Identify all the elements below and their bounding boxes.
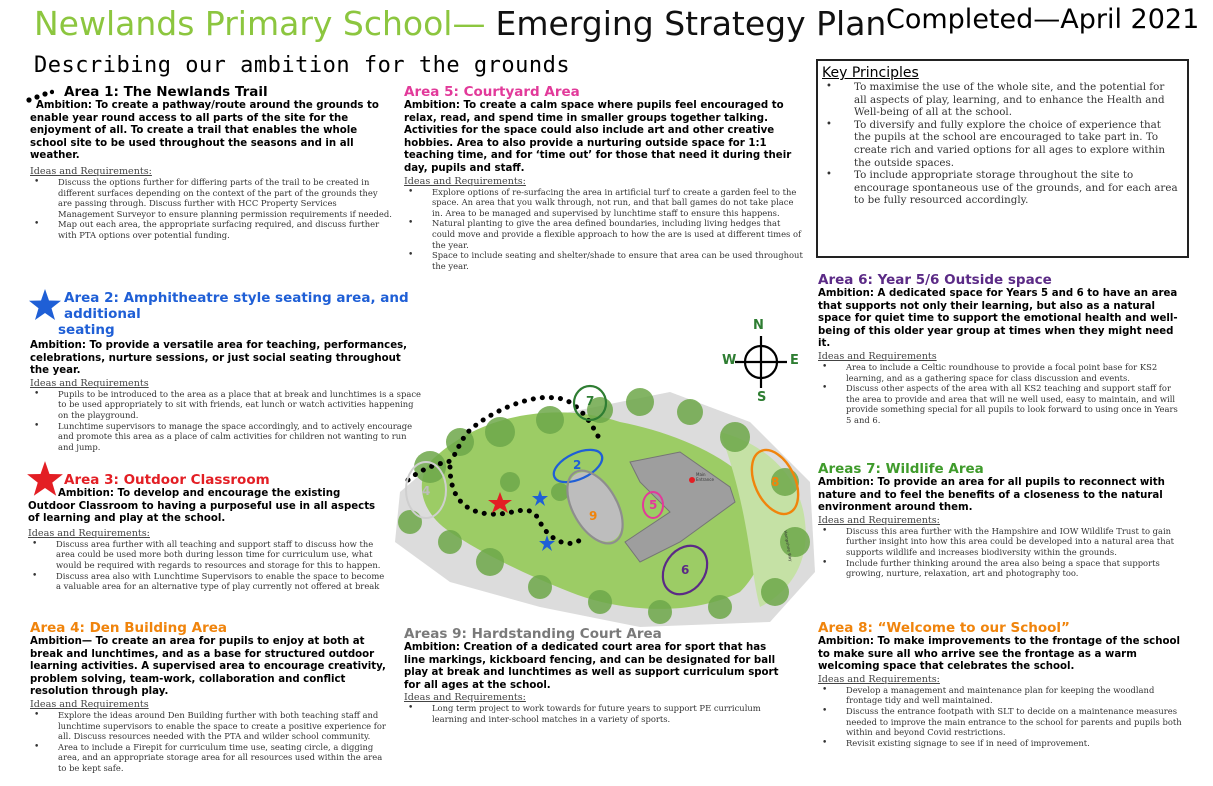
list-item: • Discuss area also with Lunchtime Supervisors to enable the space to become a valuable area for an alternative type of play currently not offered at break xyxy=(56,571,388,592)
area-6-ideas-label: Ideas and Requirements xyxy=(818,350,937,362)
area-2-heading-line2: seating xyxy=(58,322,115,338)
area-2-ideas-label: Ideas and Requirements xyxy=(30,377,149,389)
key-principles-box xyxy=(816,59,1189,258)
map-building-label: Main Entrance xyxy=(696,472,714,482)
area-1-heading: Area 1: The Newlands Trail xyxy=(64,84,268,100)
area-9-ambition: Ambition: Creation of a dedicated court area for sport that has line markings, kickboard fencing, and can be designated for ball play at break and lunchtimes as well as support curriculum sport for all ages at the school. xyxy=(404,642,779,691)
list-item: • Include further thinking around the area also being a space that supports growing, nurture, relaxation, art and photography too. xyxy=(846,558,1184,579)
key-principles-list xyxy=(822,81,1179,207)
area-7-ideas-label: Ideas and Requirements: xyxy=(818,514,940,526)
list-item: • Long term project to work towards for future years to support PE curriculum learning and inter-school matches in a variety of sports. xyxy=(432,703,784,724)
area-4-ideas-label: Ideas and Requirements xyxy=(30,698,149,710)
map-label-5: 5 xyxy=(649,498,658,512)
area-9-section xyxy=(404,626,784,725)
area-6-section xyxy=(818,272,1184,426)
list-item: • To maximise the use of the whole site, and the potential for all aspects of play, learning, and to enhance the Health and Well-being of all at the school. xyxy=(854,81,1179,119)
area-9-list xyxy=(404,703,784,724)
area-1-section xyxy=(30,84,392,241)
map-label-4: 4 xyxy=(422,484,431,498)
area-3-ambition: Ambition: To develop and encourage the existing Outdoor Classroom to having a purposeful use in all aspects of learning and play at the school. xyxy=(28,488,376,525)
area-8-section xyxy=(818,620,1184,748)
area-5-list xyxy=(404,187,806,272)
key-principles-title: Key Principles xyxy=(822,65,919,81)
list-item: • To include appropriate storage throughout the site to encourage spontaneous use of the grounds, and for each area to be fully resourced accordingly. xyxy=(854,169,1179,207)
list-item: • Area to include a Celtic roundhouse to provide a focal point base for KS2 learning, and as a gathering space for class discussion and events. xyxy=(846,362,1184,383)
list-item: • Discuss the options further for differing parts of the trail to be created in different surfaces depending on the context of the part of the grounds they are passing through. Discuss further with HCC Property Services Management Surveyor to ensure planning permission requirements if needed. xyxy=(58,177,392,219)
list-item: • Explore the ideas around Den Building further with both teaching staff and lunchtime supervisors to enable the space to create a positive experience for all. Discuss resources needed with the PTA and wilder school community. xyxy=(58,710,392,742)
compass-north-label: N xyxy=(753,318,764,333)
area-9-heading: Areas 9: Hardstanding Court Area xyxy=(404,626,662,642)
list-item: • Discuss area further with all teaching and support staff to discuss how the area could be used more both during lesson time for curriculum use, what would be required with regards to resources and storage for this to happen. xyxy=(56,539,388,571)
area-1-ambition: Ambition: To create a pathway/route around the grounds to enable year round access to all parts of the site for the enjoyment of all. To create a trail that enables the whole school site to be used throughout the seasons and in all weather. xyxy=(30,100,379,162)
area-2-heading xyxy=(30,290,422,338)
area-5-ideas-label: Ideas and Requirements: xyxy=(404,175,526,187)
trail-dots-icon xyxy=(26,88,54,100)
map-label-7: 7 xyxy=(586,394,595,408)
area-4-ambition: Ambition— To create an area for pupils to enjoy at both at break and lunchtimes, and as a base for structured outdoor learning activities. A supervised area to encourage creativity, problem solving, team-work, collaboration and conflict resolution through play. xyxy=(30,636,386,698)
map-label-2: 2 xyxy=(573,458,582,472)
area-7-heading: Areas 7: Wildlife Area xyxy=(818,461,984,477)
list-item: • Map out each area, the appropriate surfacing required, and discuss further with PTA options over potential funding. xyxy=(58,219,392,240)
map-label-9: 9 xyxy=(589,509,598,523)
list-item: • Lunchtime supervisors to manage the space accordingly, and to actively encourage and promote this area as a place of calm activities for children not wanting to run and jump. xyxy=(58,421,422,453)
school-name: Newlands Primary School— xyxy=(34,4,486,43)
compass-south-label: S xyxy=(757,390,767,405)
area-3-list xyxy=(28,539,388,592)
area-5-heading: Area 5: Courtyard Area xyxy=(404,84,580,100)
area-8-heading: Area 8: “Welcome to our School” xyxy=(818,620,1070,636)
list-item: • Pupils to be introduced to the area as a place that at break and lunchtimes is a space to be used appropriately to sit with friends, eat lunch or watch activities happening on the playground. xyxy=(58,389,422,421)
area-3-ideas-label: Ideas and Requirements: xyxy=(28,527,150,539)
list-item: • Discuss this area further with the Hampshire and IOW Wildlife Trust to gain further insight into how this area could be developed into a natural area that supports wildlife and increases biodiversity within the grounds. xyxy=(846,526,1184,558)
list-item: • Revisit existing signage to see if in need of improvement. xyxy=(846,738,1184,749)
area-2-heading-line1: Area 2: Amphitheatre style seating area, and additional xyxy=(64,290,409,322)
list-item: • Space to include seating and shelter/shade to ensure that area can be used throughout the year. xyxy=(432,250,806,271)
header-title xyxy=(34,4,886,43)
area-7-list xyxy=(818,526,1184,579)
area-1-list xyxy=(30,177,392,241)
plan-title: Emerging Strategy Plan xyxy=(495,4,887,43)
area-1-ideas-label: Ideas and Requirements: xyxy=(30,165,152,177)
site-map-drawing xyxy=(390,372,822,630)
red-star-icon xyxy=(26,460,64,498)
page-subtitle: Describing our ambition for the grounds xyxy=(34,53,571,78)
completed-date: Completed—April 2021 xyxy=(886,4,1200,35)
area-4-heading: Area 4: Den Building Area xyxy=(30,620,228,636)
area-7-ambition: Ambition: To provide an area for all pupils to reconnect with nature and to feel the benefits of a closeness to the natural environment around them. xyxy=(818,477,1165,514)
area-6-list xyxy=(818,362,1184,426)
map-label-6: 6 xyxy=(681,563,690,577)
area-7-section xyxy=(818,461,1184,579)
map-road-label: Hampshire Way xyxy=(783,530,794,562)
map-label-8: 8 xyxy=(771,475,780,489)
list-item: • Natural planting to give the area defined boundaries, including living hedges that could move and provide a flexible approach to how the are is used at different times of the year. xyxy=(432,218,806,250)
area-3-section xyxy=(28,460,388,592)
area-4-list xyxy=(30,710,392,774)
list-item: • Area to include a Firepit for curriculum time use, seating circle, a digging area, and an appropriate storage area for all resources used within the area to be kept safe. xyxy=(58,742,392,774)
area-6-heading: Area 6: Year 5/6 Outside space xyxy=(818,272,1052,288)
entrance-marker xyxy=(689,477,695,483)
compass-west-label: W xyxy=(722,353,737,368)
area-2-section xyxy=(30,290,422,452)
area-5-section xyxy=(404,84,806,271)
area-5-ambition: Ambition: To create a calm space where pupils feel encouraged to relax, read, and spend time in smaller groups together talking. Activities for the space could also include art and other creative hobbies. Area to also provide a nurturing outside space for 1:1 teaching time, and for ‘time out’ for those that need it during their day, pupils and staff. xyxy=(404,100,792,174)
area-2-ambition: Ambition: To provide a versatile area for teaching, performances, celebrations, nurture sessions, or just social seating throughout the year. xyxy=(30,340,408,377)
area-8-ambition: Ambition: To make improvements to the frontage of the school to make sure all who arrive see the frontage as a warm welcoming space that celebrates the school. xyxy=(818,636,1180,673)
area-3-heading: Area 3: Outdoor Classroom xyxy=(64,472,270,488)
area-2-list xyxy=(30,389,422,453)
area-6-ambition: Ambition: A dedicated space for Years 5 and 6 to have an area that supports not only their learning, but also as a natural space for quiet time to support the emotional health and well-being of this older year group at times when they might need it. xyxy=(818,288,1178,350)
area-9-ideas-label: Ideas and Requirements: xyxy=(404,692,526,704)
blue-star-icon xyxy=(28,288,62,322)
area-8-ideas-label: Ideas and Requirements: xyxy=(818,673,940,685)
area-8-list xyxy=(818,685,1184,749)
list-item: • Explore options of re-surfacing the area in artificial turf to create a garden feel to the space. An area that you walk through, not run, and that ball games do not take place in. Area to be managed and supervised by lunchtime staff to ensure this happens. xyxy=(432,187,806,219)
site-map xyxy=(390,372,822,630)
compass-east-label: E xyxy=(790,353,799,368)
list-item: • To diversify and fully explore the choice of experience that the pupils at the school are encouraged to take part in. To create rich and varied options for all ages to explore within the outside spaces. xyxy=(854,119,1179,169)
list-item: • Discuss the entrance footpath with SLT to decide on a maintenance measures needed to improve the main entrance to the school for parents and pupils both within and beyond Covid restrictions. xyxy=(846,706,1184,738)
area-4-section xyxy=(30,620,392,774)
list-item: • Develop a management and maintenance plan for keeping the woodland frontage tidy and well maintained. xyxy=(846,685,1184,706)
list-item: • Discuss other aspects of the area with all KS2 teaching and support staff for the area to provide and area that will ne well used, easy to maintain, and will provide something special for all pupils to look forward to using once in Years 5 and 6. xyxy=(846,383,1184,425)
